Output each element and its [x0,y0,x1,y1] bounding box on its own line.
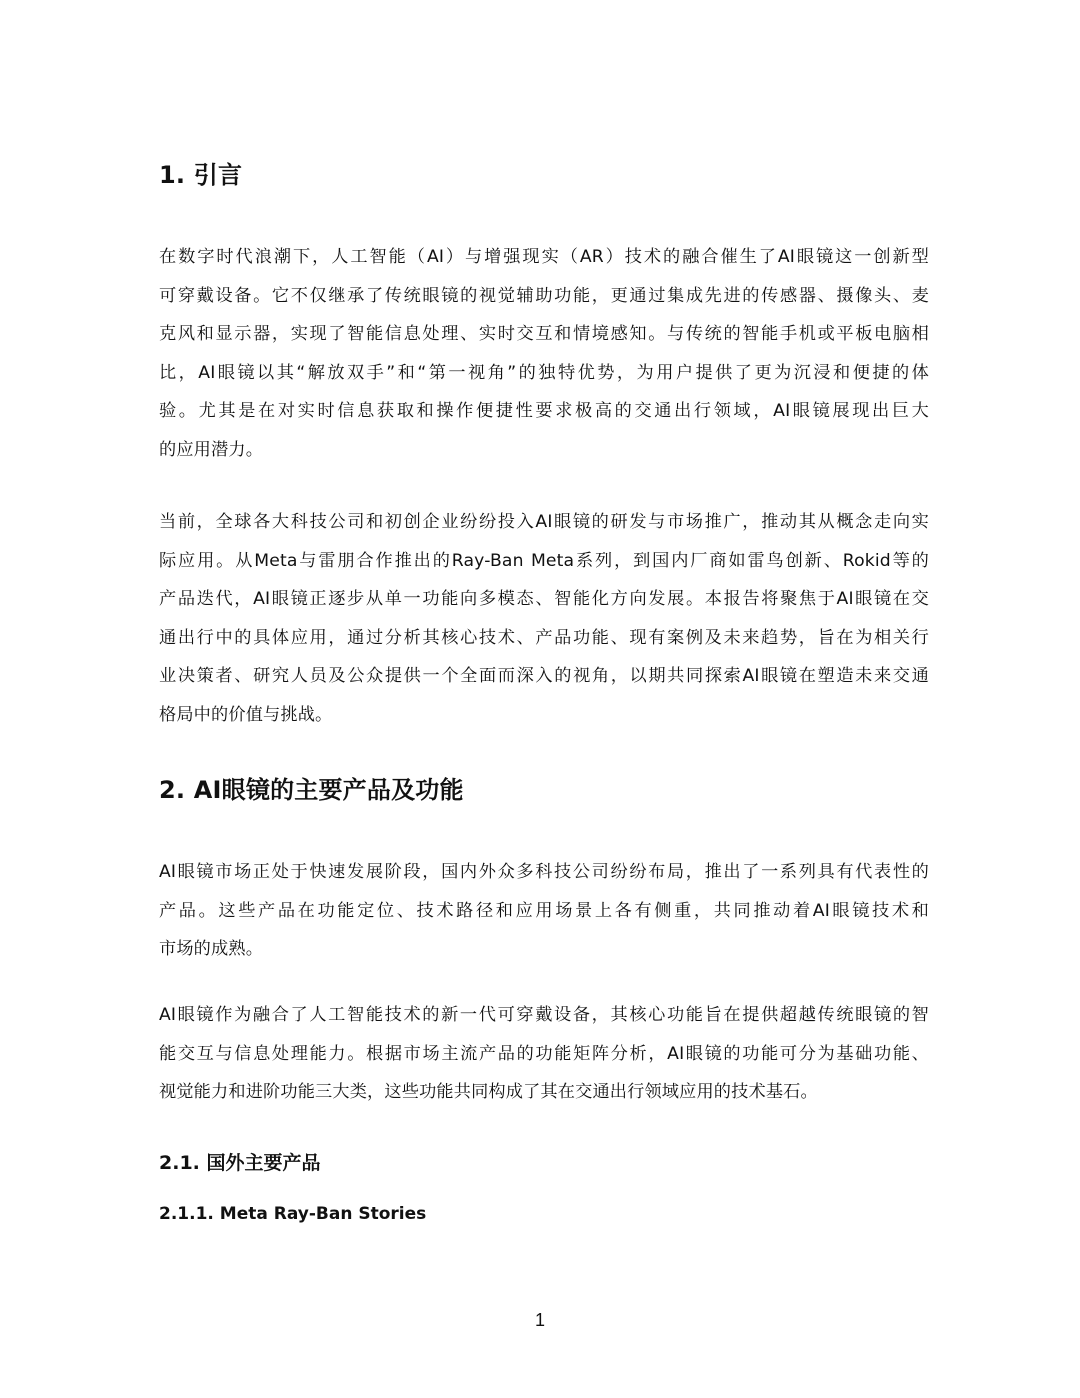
text-line: 的应用潜力。 [159,439,264,460]
text-line: 验。尤其是在对实时信息获取和操作便捷性要求极高的交通出行领域，AI眼镜展现出巨大 [159,401,929,422]
text-line: 通出行中的具体应用，通过分析其核心技术、产品功能、现有案例及未来趋势，旨在为相关行 [159,627,929,648]
section-2-paragraph-1 [159,860,929,976]
section-2-paragraph-2 [159,1003,929,1119]
text-line: 能交互与信息处理能力。根据市场主流产品的功能矩阵分析，AI眼镜的功能可分为基础功能、 [159,1043,929,1064]
text-line: 在数字时代浪潮下，人工智能（AI）与增强现实（AR）技术的融合催生了AI眼镜这一创新型 [159,247,929,267]
text-line: AI眼镜作为融合了人工智能技术的新一代可穿戴设备，其核心功能旨在提供超越传统眼镜的智 [159,1005,929,1025]
text-line: 市场的成熟。 [159,939,264,960]
text-line: 格局中的价值与挑战。 [159,704,333,725]
text-line: 克风和显示器，实现了智能信息处理、实时交互和情境感知。与传统的智能手机或平板电脑相 [159,324,929,345]
section-2-1-heading: 2.1. 国外主要产品 [159,1152,321,1174]
section-2-heading: 2. AI眼镜的主要产品及功能 [159,776,464,804]
section-2-1-1-heading: 2.1.1. Meta Ray-Ban Stories [159,1204,427,1224]
page-number: 1 [534,1310,545,1330]
text-line: 产品。这些产品在功能定位、技术路径和应用场景上各有侧重，共同推动着AI眼镜技术和 [159,900,929,921]
text-line: 比，AI眼镜以其“解放双手”和“第一视角”的独特优势，为用户提供了更为沉浸和便捷的体 [159,362,929,383]
text-line: 可穿戴设备。它不仅继承了传统眼镜的视觉辅助功能，更通过集成先进的传感器、摄像头、麦 [159,285,929,306]
text-line: 际应用。从Meta与雷朋合作推出的Ray-Ban Meta系列，到国内厂商如雷鸟创新、Rokid等的 [159,550,929,571]
text-line: 视觉能力和进阶功能三大类，这些功能共同构成了其在交通出行领域应用的技术基石。 [159,1082,818,1103]
text-line: 产品迭代，AI眼镜正逐步从单一功能向多模态、智能化方向发展。本报告将聚焦于AI眼镜在交 [159,589,929,610]
text-line: AI眼镜市场正处于快速发展阶段，国内外众多科技公司纷纷布局，推出了一系列具有代表性的 [159,862,929,882]
section-1-paragraph-2 [159,510,929,742]
section-1-paragraph-1 [159,245,929,477]
section-1-heading: 1. 引言 [159,161,243,189]
text-line: 当前，全球各大科技公司和初创企业纷纷投入AI眼镜的研发与市场推广，推动其从概念走向实 [159,512,929,532]
text-line: 业决策者、研究人员及公众提供一个全面而深入的视角，以期共同探索AI眼镜在塑造未来交通 [159,666,929,687]
